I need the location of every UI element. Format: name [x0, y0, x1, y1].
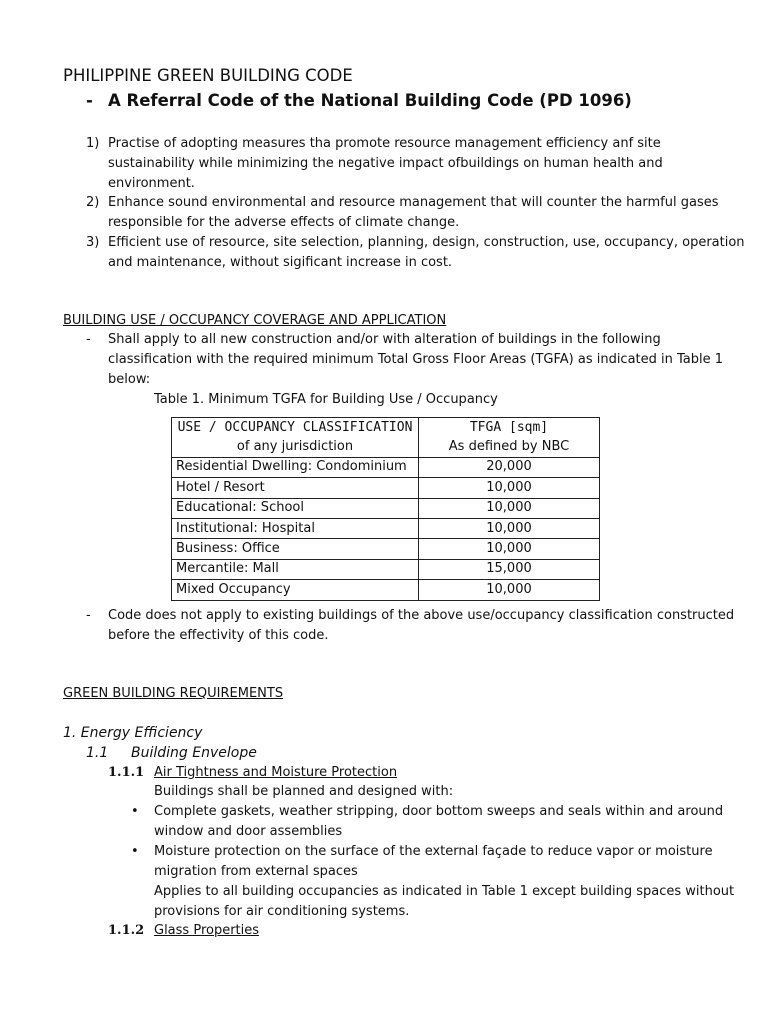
table-row — [172, 457, 600, 477]
table-header-row — [172, 437, 600, 457]
table-cell: Educational: School — [172, 498, 419, 518]
bullet-line: Moisture protection on the surface of the external façade to reduce vapor or moisture — [154, 844, 713, 859]
applies-line: provisions for air conditioning systems. — [154, 904, 410, 919]
subtitle-dash: - — [86, 91, 93, 110]
table-row — [172, 559, 600, 579]
section1-line: classification with the required minimum Total Gross Floor Areas (TGFA) as indicated in Table 1 — [108, 352, 724, 367]
note-dash: - — [86, 608, 91, 623]
item-air-tightness: Air Tightness and Moisture Protection — [154, 765, 398, 780]
bullet-line: window and door assemblies — [154, 824, 343, 839]
table-row — [172, 580, 600, 600]
subtitle: A Referral Code of the National Building Code (PD 1096) — [108, 91, 632, 110]
table-cell: 10,000 — [419, 580, 600, 600]
item-building-envelope: Building Envelope — [131, 745, 257, 761]
item-1-1-2-num: 1.1.2 — [108, 923, 145, 938]
requirements-intro: Buildings shall be planned and designed with: — [154, 784, 454, 799]
section1-dash: - — [86, 332, 91, 347]
section1-line: Shall apply to all new construction and/or with alteration of buildings in the following — [108, 332, 661, 347]
table-cell: 20,000 — [419, 457, 600, 477]
table-cell: 10,000 — [419, 518, 600, 538]
table-caption: Table 1. Minimum TGFA for Building Use / Occupancy — [154, 392, 498, 407]
table-cell: Institutional: Hospital — [172, 518, 419, 538]
section1-line: below: — [108, 372, 151, 387]
table-header-cell: of any jurisdiction — [172, 437, 419, 457]
table-cell: 10,000 — [419, 478, 600, 498]
table-cell: Mixed Occupancy — [172, 580, 419, 600]
intro-num-2: 2) — [86, 195, 100, 210]
intro-line: and maintenance, without sigificant increase in cost. — [108, 255, 453, 270]
item-glass-properties: Glass Properties — [154, 923, 260, 938]
table-row — [172, 478, 600, 498]
section-heading-occupancy: BUILDING USE / OCCUPANCY COVERAGE AND APPLICATION — [63, 313, 447, 328]
intro-line: sustainability while minimizing the negative impact ofbuildings on human health and — [108, 156, 663, 171]
note-line: before the effectivity of this code. — [108, 628, 329, 643]
item-energy-efficiency: 1. Energy Efficiency — [63, 725, 203, 741]
intro-num-3: 3) — [86, 235, 100, 250]
bullet-icon: • — [131, 844, 139, 859]
item-1-1-num: 1.1 — [86, 745, 109, 761]
table-header-row — [172, 418, 600, 438]
table-cell: 10,000 — [419, 498, 600, 518]
table-row — [172, 539, 600, 559]
intro-line: environment. — [108, 176, 195, 191]
applies-line: Applies to all building occupancies as indicated in Table 1 except building spaces without — [154, 884, 735, 899]
note-line: Code does not apply to existing buildings of the above use/occupancy classification constructed — [108, 608, 735, 623]
intro-line: Practise of adopting measures tha promote resource management efficiency anf site — [108, 136, 661, 151]
intro-line: Efficient use of resource, site selection, planning, design, construction, use, occupancy, operation — [108, 235, 745, 250]
table-header-cell: TFGA [sqm] — [419, 418, 600, 438]
tgfa-table — [171, 417, 600, 601]
table-cell: Residential Dwelling: Condominium — [172, 457, 419, 477]
bullet-line: Complete gaskets, weather stripping, door bottom sweeps and seals within and around — [154, 804, 724, 819]
table-cell: 15,000 — [419, 559, 600, 579]
intro-num-1: 1) — [86, 136, 100, 151]
bullet-line: migration from external spaces — [154, 864, 358, 879]
table-cell: Mercantile: Mall — [172, 559, 419, 579]
intro-line: responsible for the adverse effects of climate change. — [108, 215, 460, 230]
bullet-icon: • — [131, 804, 139, 819]
table-cell: Hotel / Resort — [172, 478, 419, 498]
item-1-1-1-num: 1.1.1 — [108, 765, 145, 780]
section-heading-requirements: GREEN BUILDING REQUIREMENTS — [63, 686, 284, 701]
intro-line: Enhance sound environmental and resource management that will counter the harmful gases — [108, 195, 719, 210]
table-row — [172, 518, 600, 538]
table-row — [172, 498, 600, 518]
page-title: PHILIPPINE GREEN BUILDING CODE — [63, 66, 353, 85]
table-header-cell: USE / OCCUPANCY CLASSIFICATION — [172, 418, 419, 438]
table-cell: Business: Office — [172, 539, 419, 559]
table-header-cell: As defined by NBC — [419, 437, 600, 457]
table-cell: 10,000 — [419, 539, 600, 559]
